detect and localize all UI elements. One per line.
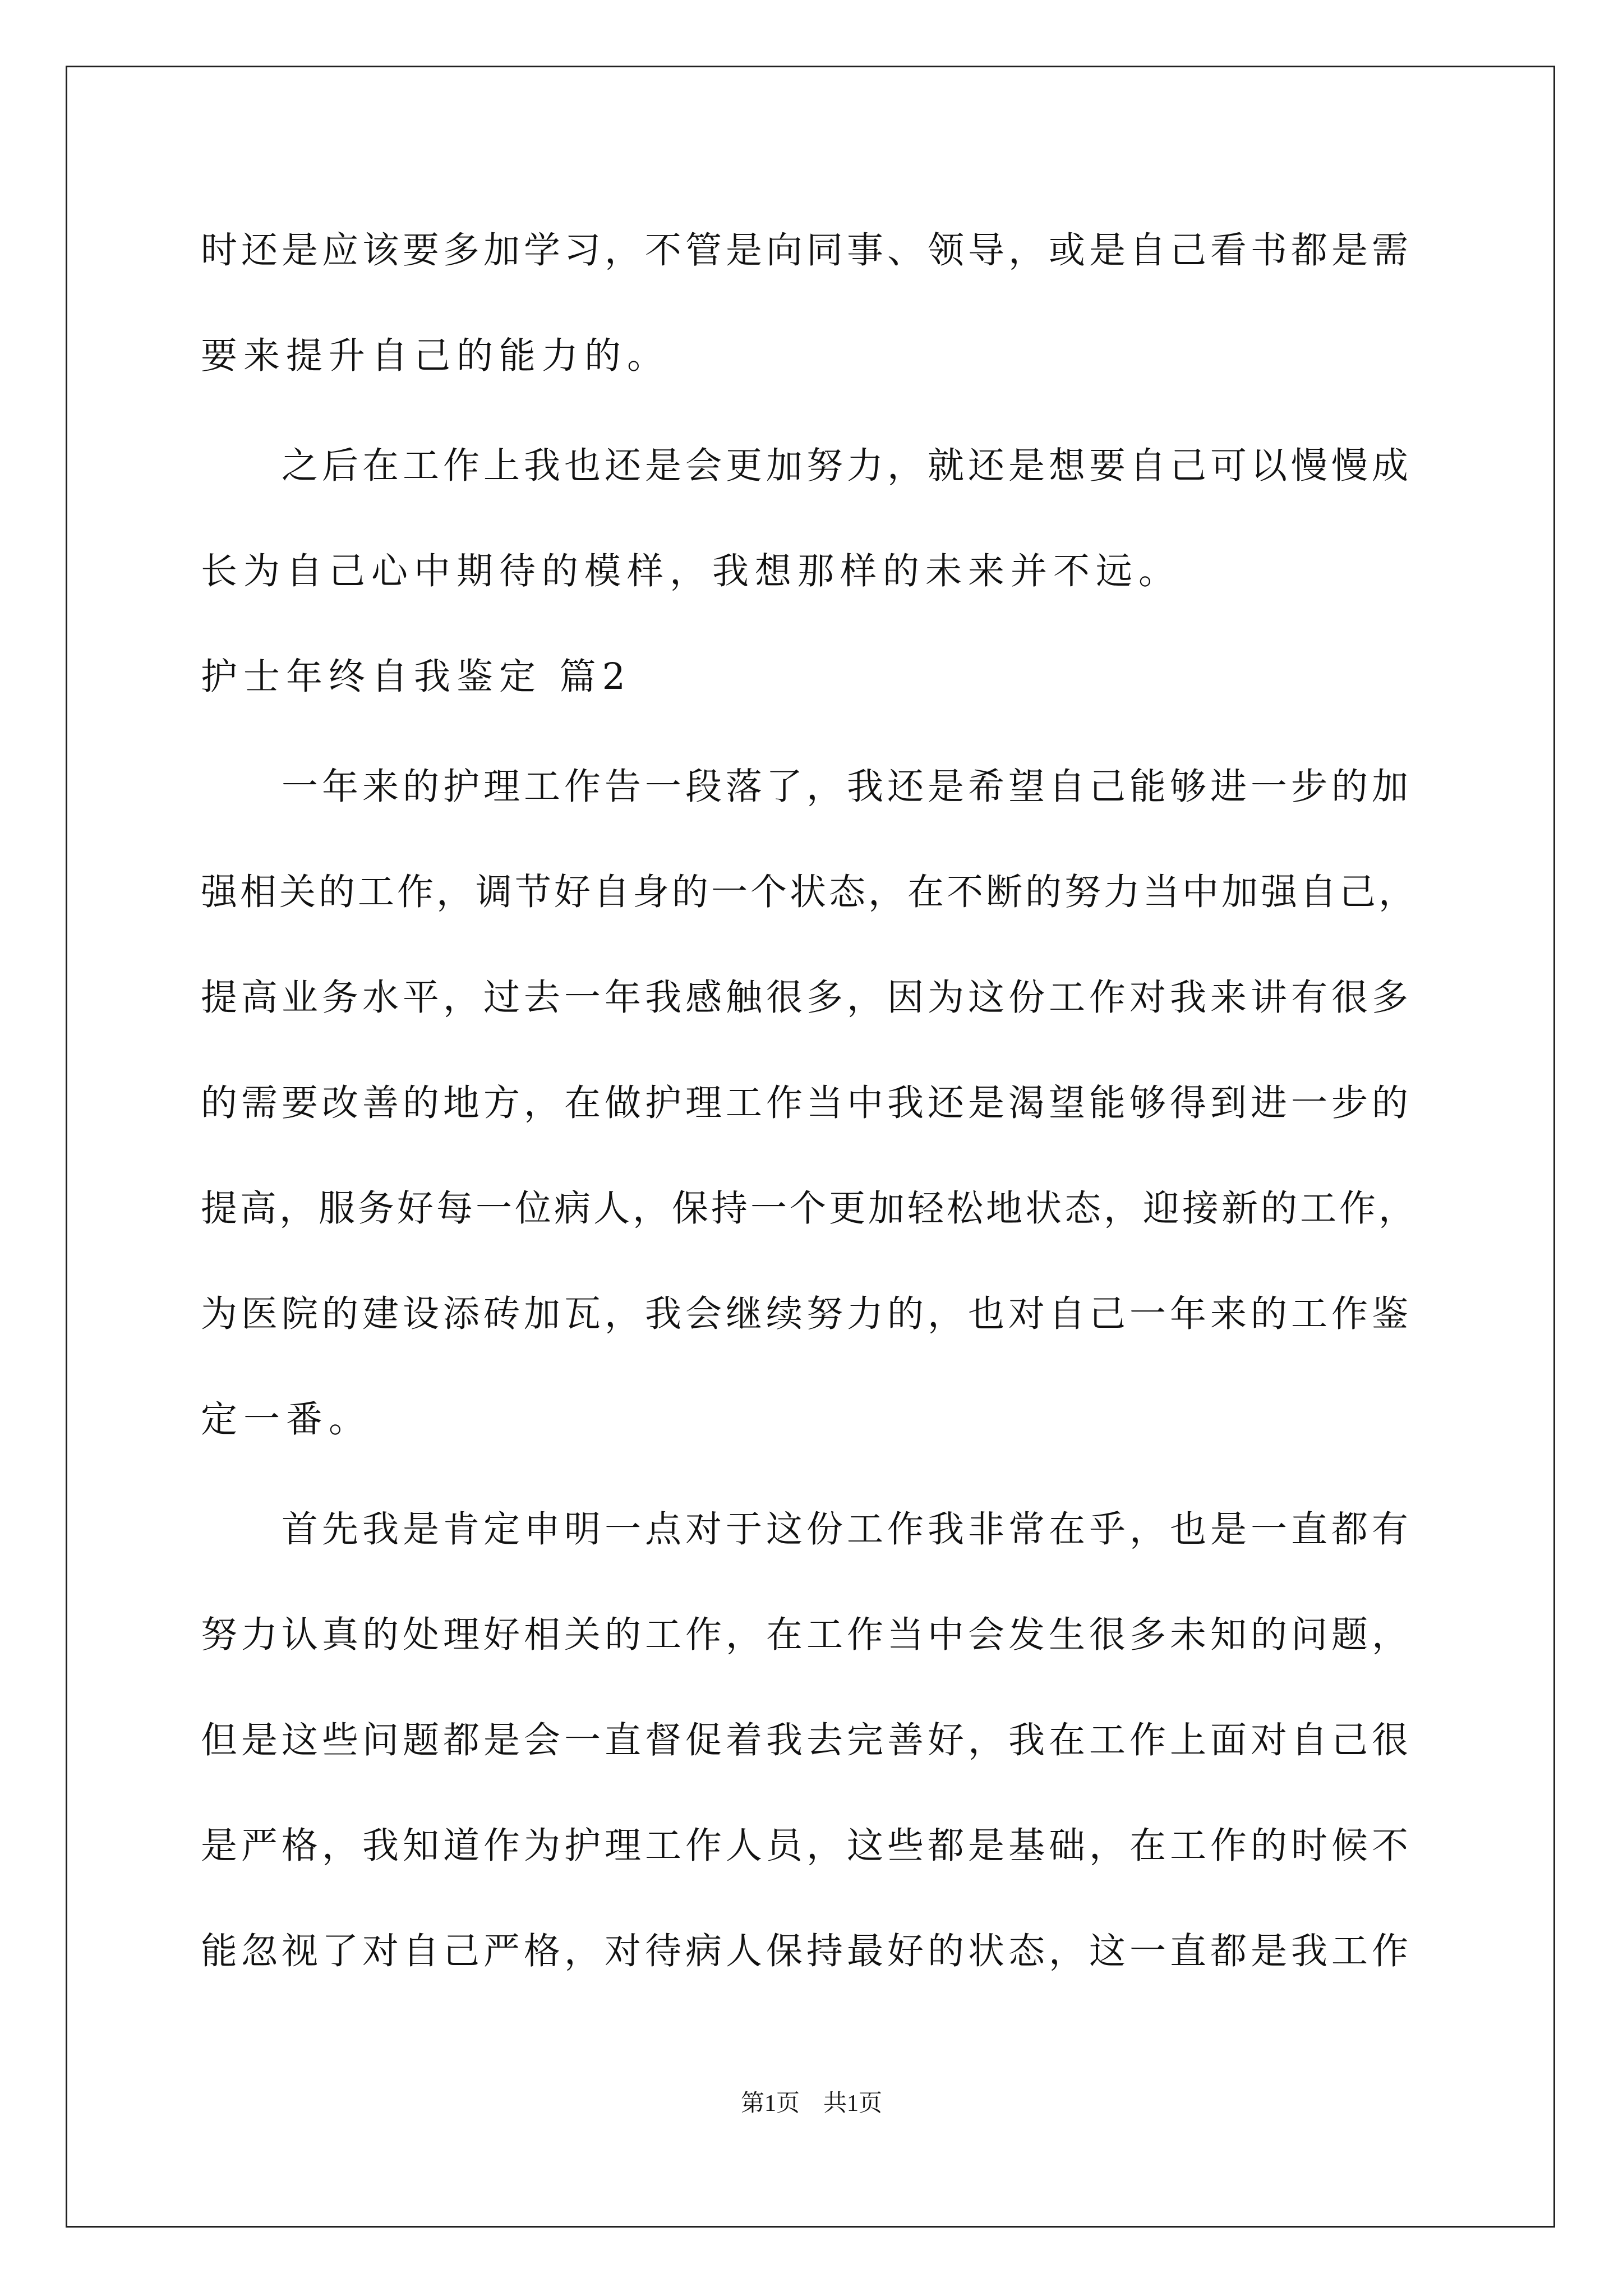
text-line: 首先我是肯定申明一点对于这份工作我非常在乎，也是一直都有 xyxy=(201,1508,1413,1550)
text-line: 的需要改善的地方，在做护理工作当中我还是渴望能够得到进一步的 xyxy=(201,1082,1413,1124)
text-line: 提高，服务好每一位病人，保持一个更加轻松地状态，迎接新的工作， xyxy=(201,1188,1418,1230)
section-heading: 护士年终自我鉴定 篇2 xyxy=(201,656,632,698)
text-line: 时还是应该要多加学习，不管是向同事、领导，或是自己看书都是需 xyxy=(201,229,1413,272)
text-line: 是严格，我知道作为护理工作人员，这些都是基础，在工作的时候不 xyxy=(201,1825,1413,1867)
text-line: 强相关的工作，调节好自身的一个状态，在不断的努力当中加强自己， xyxy=(201,871,1418,913)
text-line: 能忽视了对自己严格，对待病人保持最好的状态，这一直都是我工作 xyxy=(201,1930,1413,1972)
text-line: 要来提升自己的能力的。 xyxy=(201,335,670,377)
page-footer: 第1页 共1页 xyxy=(740,2091,882,2116)
text-line: 提高业务水平，过去一年我感触很多，因为这份工作对我来讲有很多 xyxy=(201,977,1413,1019)
text-line: 定一番。 xyxy=(201,1398,372,1441)
text-line: 但是这些问题都是会一直督促着我去完善好，我在工作上面对自己很 xyxy=(201,1719,1413,1761)
text-line: 长为自己心中期待的模样，我想那样的未来并不远。 xyxy=(201,550,1182,592)
text-line: 为医院的建设添砖加瓦，我会继续努力的，也对自己一年来的工作鉴 xyxy=(201,1293,1413,1335)
text-line: 之后在工作上我也还是会更加努力，就还是想要自己可以慢慢成 xyxy=(201,445,1413,487)
page-border xyxy=(66,66,1555,2228)
text-line: 努力认真的处理好相关的工作，在工作当中会发生很多未知的问题， xyxy=(201,1614,1413,1656)
text-line: 一年来的护理工作告一段落了，我还是希望自己能够进一步的加 xyxy=(201,766,1413,808)
